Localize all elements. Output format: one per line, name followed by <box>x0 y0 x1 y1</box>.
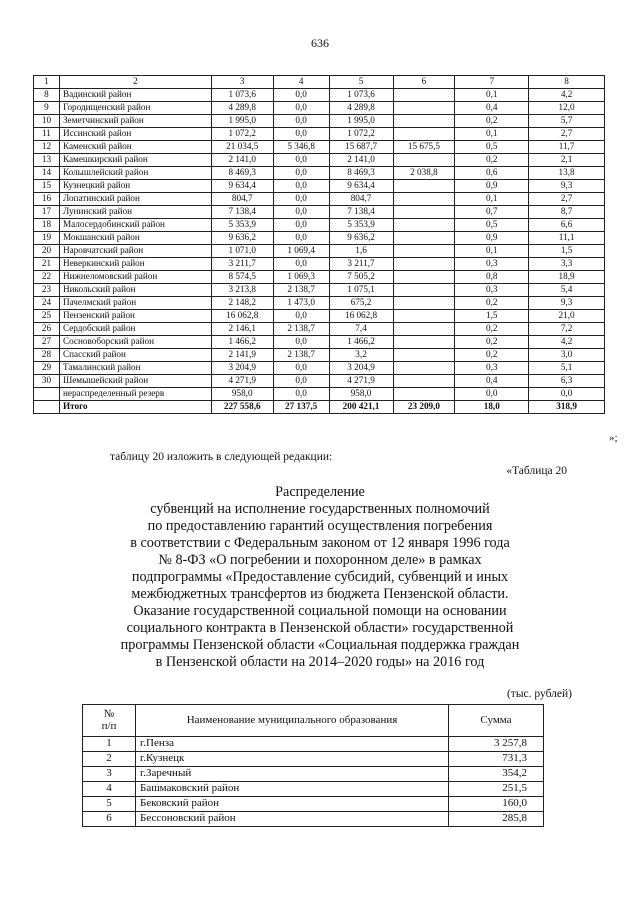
value-col3: 2 141,9 <box>211 349 273 362</box>
value-col8: 1,5 <box>529 245 605 258</box>
title-line: в Пензенской области на 2014–2020 годы» на 2016 год <box>155 654 485 670</box>
value-col8: 5,4 <box>529 284 605 297</box>
name-column-header: Наименование муниципального образования <box>136 705 449 737</box>
district-name: Городищенский район <box>59 102 211 115</box>
district-name: Лопатинский район <box>59 193 211 206</box>
value-col7: 0,3 <box>455 284 529 297</box>
value-col4: 0,0 <box>273 89 329 102</box>
value-col4: 0,0 <box>273 167 329 180</box>
value-col3: 1 072,2 <box>211 128 273 141</box>
table-header-row <box>34 76 605 89</box>
table-row <box>34 206 605 219</box>
value-col6 <box>393 180 455 193</box>
row-number: 27 <box>34 336 60 349</box>
value-col3: 1 073,6 <box>211 89 273 102</box>
district-name: Шемышейский район <box>59 375 211 388</box>
value-col4: 0,0 <box>273 193 329 206</box>
value-col3: 16 062,8 <box>211 310 273 323</box>
subvention-sum: 160,0 <box>449 797 544 812</box>
table-row <box>83 767 544 782</box>
value-col7: 0,3 <box>455 258 529 271</box>
value-col8: 21,0 <box>529 310 605 323</box>
value-col3: 9 636,2 <box>211 232 273 245</box>
value-col8: 3,3 <box>529 258 605 271</box>
row-number: 29 <box>34 362 60 375</box>
table-row <box>34 258 605 271</box>
column-header: 2 <box>59 76 211 89</box>
subvention-sum: 285,8 <box>449 812 544 827</box>
value-col6 <box>393 115 455 128</box>
row-number: 8 <box>34 89 60 102</box>
value-col7: 0,1 <box>455 89 529 102</box>
subvention-sum: 354,2 <box>449 767 544 782</box>
value-col5: 9 634,4 <box>329 180 393 193</box>
row-number: 28 <box>34 349 60 362</box>
value-col6 <box>393 128 455 141</box>
value-col8: 2,7 <box>529 128 605 141</box>
row-number: 1 <box>83 737 136 752</box>
row-number: 23 <box>34 284 60 297</box>
table-header-row <box>83 705 544 737</box>
district-name: Мокшанский район <box>59 232 211 245</box>
municipality-name: Бессоновский район <box>136 812 449 827</box>
value-col3: 1 071,0 <box>211 245 273 258</box>
value-col6 <box>393 245 455 258</box>
district-name: Никольский район <box>59 284 211 297</box>
value-col4: 0,0 <box>273 232 329 245</box>
value-col8: 6,3 <box>529 375 605 388</box>
row-number: 9 <box>34 102 60 115</box>
row-number: 3 <box>83 767 136 782</box>
municipality-name: г.Кузнецк <box>136 752 449 767</box>
value-col4: 0,0 <box>273 154 329 167</box>
value-col8: 318,9 <box>529 401 605 414</box>
table-row <box>83 782 544 797</box>
table-row <box>34 310 605 323</box>
value-col8: 3,0 <box>529 349 605 362</box>
value-col8: 8,7 <box>529 206 605 219</box>
value-col8: 0,0 <box>529 388 605 401</box>
table-row <box>34 284 605 297</box>
row-number: 18 <box>34 219 60 232</box>
value-col7: 0,4 <box>455 102 529 115</box>
value-col4: 0,0 <box>273 180 329 193</box>
value-col7: 0,6 <box>455 167 529 180</box>
district-name: Земетчинский район <box>59 115 211 128</box>
table-row <box>34 219 605 232</box>
value-col5: 15 687,7 <box>329 141 393 154</box>
value-col5: 7 138,4 <box>329 206 393 219</box>
column-header: 6 <box>393 76 455 89</box>
table-row <box>34 323 605 336</box>
value-col7: 0,1 <box>455 245 529 258</box>
value-col4: 0,0 <box>273 219 329 232</box>
district-name: Сосновоборский район <box>59 336 211 349</box>
column-header: 4 <box>273 76 329 89</box>
value-col5: 1 073,6 <box>329 89 393 102</box>
value-col4: 2 138,7 <box>273 349 329 362</box>
value-col3: 2 146,1 <box>211 323 273 336</box>
municipality-name: г.Пенза <box>136 737 449 752</box>
value-col8: 4,2 <box>529 336 605 349</box>
value-col8: 5,7 <box>529 115 605 128</box>
value-col3: 1 466,2 <box>211 336 273 349</box>
value-col3: 4 289,8 <box>211 102 273 115</box>
municipality-name: Бековский район <box>136 797 449 812</box>
value-col6 <box>393 375 455 388</box>
title-line: субвенций на исполнение государственных полномочий <box>150 501 490 517</box>
value-col6 <box>393 388 455 401</box>
subvention-sum: 731,3 <box>449 752 544 767</box>
value-col4: 0,0 <box>273 375 329 388</box>
table-row <box>34 336 605 349</box>
value-col7: 0,0 <box>455 388 529 401</box>
value-col6 <box>393 206 455 219</box>
district-name: Неверкинский район <box>59 258 211 271</box>
column-header: 1 <box>34 76 60 89</box>
value-col7: 0,9 <box>455 180 529 193</box>
value-col3: 958,0 <box>211 388 273 401</box>
row-number: 6 <box>83 812 136 827</box>
value-col3: 3 211,7 <box>211 258 273 271</box>
value-col4: 0,0 <box>273 128 329 141</box>
value-col7: 0,5 <box>455 219 529 232</box>
value-col8: 11,7 <box>529 141 605 154</box>
value-col8: 12,0 <box>529 102 605 115</box>
value-col5: 1 995,0 <box>329 115 393 128</box>
row-number: 16 <box>34 193 60 206</box>
district-name: Камешкирский район <box>59 154 211 167</box>
subvention-sum: 251,5 <box>449 782 544 797</box>
table-row <box>34 297 605 310</box>
value-col8: 9,3 <box>529 180 605 193</box>
value-col5: 7 505,2 <box>329 271 393 284</box>
value-col7: 1,5 <box>455 310 529 323</box>
page-number: 636 <box>311 36 329 50</box>
value-col3: 8 469,3 <box>211 167 273 180</box>
row-number: 5 <box>83 797 136 812</box>
table-row <box>83 797 544 812</box>
value-col8: 11,1 <box>529 232 605 245</box>
table-row <box>34 245 605 258</box>
value-col4: 1 069,3 <box>273 271 329 284</box>
title-line: по предоставлению гарантий осуществления погребения <box>147 518 493 534</box>
value-col4: 0,0 <box>273 362 329 375</box>
title-line: программы Пензенской области «Социальная поддержка граждан <box>120 637 520 653</box>
value-col8: 2,1 <box>529 154 605 167</box>
value-col3: 3 204,9 <box>211 362 273 375</box>
value-col6 <box>393 271 455 284</box>
value-col4: 1 069,4 <box>273 245 329 258</box>
table-row <box>34 271 605 284</box>
row-number: 30 <box>34 375 60 388</box>
total-label: Итого <box>59 401 211 414</box>
value-col4: 1 473,0 <box>273 297 329 310</box>
value-col7: 0,3 <box>455 362 529 375</box>
table-row <box>34 102 605 115</box>
table-row <box>34 349 605 362</box>
value-col5: 4 289,8 <box>329 102 393 115</box>
row-number: 13 <box>34 154 60 167</box>
district-name: Нижнеломовский район <box>59 271 211 284</box>
value-col5: 1 072,2 <box>329 128 393 141</box>
title-line: в соответствии с Федеральным законом от 12 января 1996 года <box>130 535 510 551</box>
value-col6 <box>393 258 455 271</box>
value-col7: 0,2 <box>455 349 529 362</box>
value-col4: 0,0 <box>273 336 329 349</box>
table-row <box>34 141 605 154</box>
district-name: Кузнецкий район <box>59 180 211 193</box>
district-name: Малосердобинский район <box>59 219 211 232</box>
district-name: Иссинский район <box>59 128 211 141</box>
title-line: Оказание государственной социальной помощи на основании <box>133 603 507 619</box>
row-number: 21 <box>34 258 60 271</box>
value-col3: 7 138,4 <box>211 206 273 219</box>
value-col7: 18,0 <box>455 401 529 414</box>
value-col5: 958,0 <box>329 388 393 401</box>
value-col5: 1,6 <box>329 245 393 258</box>
value-col5: 3 211,7 <box>329 258 393 271</box>
value-col6 <box>393 336 455 349</box>
table-label: «Таблица 20 <box>506 465 567 477</box>
row-number: 25 <box>34 310 60 323</box>
value-col6 <box>393 89 455 102</box>
value-col5: 2 141,0 <box>329 154 393 167</box>
value-col7: 0,1 <box>455 128 529 141</box>
column-header: 5 <box>329 76 393 89</box>
value-col5: 804,7 <box>329 193 393 206</box>
row-number: 22 <box>34 271 60 284</box>
district-name: Пензенский район <box>59 310 211 323</box>
value-col7: 0,8 <box>455 271 529 284</box>
table-row <box>34 115 605 128</box>
value-col5: 200 421,1 <box>329 401 393 414</box>
value-col3: 2 148,2 <box>211 297 273 310</box>
value-col7: 0,9 <box>455 232 529 245</box>
district-name: Наровчатский район <box>59 245 211 258</box>
value-col7: 0,7 <box>455 206 529 219</box>
value-col8: 4,2 <box>529 89 605 102</box>
row-number: 17 <box>34 206 60 219</box>
table-row <box>83 812 544 827</box>
value-col5: 5 353,9 <box>329 219 393 232</box>
value-col5: 4 271,9 <box>329 375 393 388</box>
value-col6 <box>393 232 455 245</box>
row-number: 24 <box>34 297 60 310</box>
value-col3: 1 995,0 <box>211 115 273 128</box>
value-col6 <box>393 154 455 167</box>
units-label: (тыс. рублей) <box>506 688 572 700</box>
row-number: 11 <box>34 128 60 141</box>
municipality-name: г.Заречный <box>136 767 449 782</box>
table-row <box>34 375 605 388</box>
value-col5: 1 466,2 <box>329 336 393 349</box>
value-col4: 2 138,7 <box>273 323 329 336</box>
value-col4: 2 138,7 <box>273 284 329 297</box>
value-col5: 1 075,1 <box>329 284 393 297</box>
value-col3: 8 574,5 <box>211 271 273 284</box>
municipality-name: Башмаковский район <box>136 782 449 797</box>
table-row <box>34 154 605 167</box>
value-col5: 8 469,3 <box>329 167 393 180</box>
value-col8: 13,8 <box>529 167 605 180</box>
value-col3: 5 353,9 <box>211 219 273 232</box>
value-col4: 0,0 <box>273 115 329 128</box>
row-number: 4 <box>83 782 136 797</box>
district-name: Каменский район <box>59 141 211 154</box>
row-number: 15 <box>34 180 60 193</box>
number-header-line2: п/п <box>101 719 117 732</box>
column-header: 3 <box>211 76 273 89</box>
value-col6 <box>393 297 455 310</box>
district-name: Лунинский район <box>59 206 211 219</box>
value-col4: 0,0 <box>273 388 329 401</box>
number-column-header <box>83 705 136 737</box>
row-number: 14 <box>34 167 60 180</box>
value-col7: 0,5 <box>455 141 529 154</box>
closing-quote-mark: »; <box>609 432 618 444</box>
value-col6: 23 209,0 <box>393 401 455 414</box>
value-col3: 4 271,9 <box>211 375 273 388</box>
value-col6 <box>393 349 455 362</box>
value-col7: 0,4 <box>455 375 529 388</box>
district-data-table <box>33 75 605 414</box>
row-number: 20 <box>34 245 60 258</box>
row-number: 2 <box>83 752 136 767</box>
value-col8: 2,7 <box>529 193 605 206</box>
subvention-table <box>82 704 544 827</box>
value-col7: 0,2 <box>455 336 529 349</box>
table-row <box>34 232 605 245</box>
value-col4: 0,0 <box>273 258 329 271</box>
row-number <box>34 388 60 401</box>
value-col7: 0,2 <box>455 297 529 310</box>
district-name: Колышлейский район <box>59 167 211 180</box>
value-col4: 5 346,8 <box>273 141 329 154</box>
value-col4: 0,0 <box>273 310 329 323</box>
table-row <box>34 180 605 193</box>
value-col6 <box>393 193 455 206</box>
subvention-sum: 3 257,8 <box>449 737 544 752</box>
value-col5: 7,4 <box>329 323 393 336</box>
value-col8: 7,2 <box>529 323 605 336</box>
row-number: 19 <box>34 232 60 245</box>
total-row <box>34 401 605 414</box>
title-line: межбюджетных трансфертов из бюджета Пензенской области. <box>131 586 509 602</box>
table-row <box>34 388 605 401</box>
row-number: 10 <box>34 115 60 128</box>
title-line: социального контракта в Пензенской области» государственной <box>126 620 514 636</box>
table-row <box>83 752 544 767</box>
value-col6 <box>393 219 455 232</box>
value-col5: 16 062,8 <box>329 310 393 323</box>
value-col4: 0,0 <box>273 206 329 219</box>
number-header-line1: № <box>103 708 115 720</box>
value-col4: 27 137,5 <box>273 401 329 414</box>
value-col3: 9 634,4 <box>211 180 273 193</box>
district-name: Вадинский район <box>59 89 211 102</box>
value-col7: 0,2 <box>455 323 529 336</box>
value-col6 <box>393 362 455 375</box>
value-col7: 0,2 <box>455 154 529 167</box>
district-name: нераспределенный резерв <box>59 388 211 401</box>
row-number: 26 <box>34 323 60 336</box>
value-col5: 3 204,9 <box>329 362 393 375</box>
district-name: Спасский район <box>59 349 211 362</box>
table-row <box>34 362 605 375</box>
table-row <box>34 193 605 206</box>
value-col6 <box>393 323 455 336</box>
value-col5: 3,2 <box>329 349 393 362</box>
value-col5: 9 636,2 <box>329 232 393 245</box>
value-col5: 675,2 <box>329 297 393 310</box>
value-col8: 18,9 <box>529 271 605 284</box>
title-line: № 8-ФЗ «О погребении и похоронном деле» в рамках <box>158 552 482 568</box>
column-header: 8 <box>529 76 605 89</box>
value-col6: 15 675,5 <box>393 141 455 154</box>
column-header: 7 <box>455 76 529 89</box>
value-col7: 0,2 <box>455 115 529 128</box>
row-number: 12 <box>34 141 60 154</box>
title-line: Распределение <box>275 484 365 500</box>
value-col6 <box>393 284 455 297</box>
district-name: Сердобский район <box>59 323 211 336</box>
value-col3: 804,7 <box>211 193 273 206</box>
value-col8: 6,6 <box>529 219 605 232</box>
table-row <box>34 167 605 180</box>
value-col8: 5,1 <box>529 362 605 375</box>
title-line: подпрограммы «Предоставление субсидий, субвенций и иных <box>131 569 509 585</box>
amendment-instruction: таблицу 20 изложить в следующей редакции: <box>110 451 333 463</box>
value-col3: 2 141,0 <box>211 154 273 167</box>
document-title <box>80 484 560 671</box>
district-name: Тамалинский район <box>59 362 211 375</box>
table-row <box>34 128 605 141</box>
row-number <box>34 401 60 414</box>
value-col8: 9,3 <box>529 297 605 310</box>
value-col6: 2 038,8 <box>393 167 455 180</box>
table-row <box>83 737 544 752</box>
sum-column-header: Сумма <box>449 705 544 737</box>
value-col4: 0,0 <box>273 102 329 115</box>
value-col7: 0,1 <box>455 193 529 206</box>
district-name: Пачелмский район <box>59 297 211 310</box>
value-col6 <box>393 310 455 323</box>
value-col3: 21 034,5 <box>211 141 273 154</box>
value-col6 <box>393 102 455 115</box>
value-col3: 3 213,8 <box>211 284 273 297</box>
table-row <box>34 89 605 102</box>
value-col3: 227 558,6 <box>211 401 273 414</box>
